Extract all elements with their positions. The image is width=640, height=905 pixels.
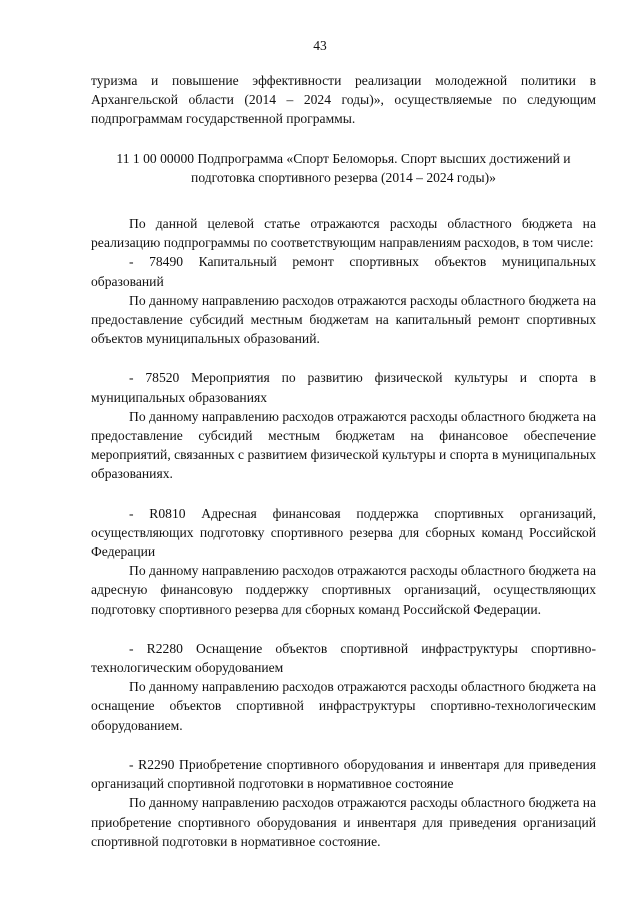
item-78490-description: По данному направлению расходов отражаются расходы областного бюджета на предоставление субсидий местным бюджетам на капитальный ремонт спортивных объектов муниципальных образований. xyxy=(91,292,596,347)
document-body xyxy=(91,71,596,851)
item-r0810-title: - R0810 Адресная финансовая поддержка спортивных организаций, осуществляющих подготовку спортивного резерва для сборных команд Российской Федерации xyxy=(91,505,596,560)
item-r2290-title: - R2290 Приобретение спортивного оборудования и инвентаря для приведения организаций спортивной подготовки в нормативное состояние xyxy=(91,756,596,792)
page-number: 43 xyxy=(313,38,327,53)
item-r0810-description: По данному направлению расходов отражаются расходы областного бюджета на адресную финансовую поддержку спортивных организаций, осуществляющих подготовку спортивного резерва для сборных команд Российской Федерации. xyxy=(91,563,596,617)
item-r2290-description: По данному направлению расходов отражаются расходы областного бюджета на приобретение спортивного оборудования и инвентаря для приведения организаций спортивной подготовки в нормативное состояние. xyxy=(91,795,596,849)
item-r2280-description: По данному направлению расходов отражаются расходы областного бюджета на оснащение объектов спортивной инфраструктуры спортивно-технологическим оборудованием. xyxy=(91,679,596,733)
item-78490-title: - 78490 Капитальный ремонт спортивных объектов муниципальных образований xyxy=(91,254,596,289)
item-78520-title: - 78520 Мероприятия по развитию физической культуры и спорта в муниципальных образованиях xyxy=(91,370,596,405)
lead-paragraph: По данной целевой статье отражаются расходы областного бюджета на реализацию подпрограммы по соответствующим направлениям расходов, в том числе: xyxy=(91,216,596,251)
subprogram-heading: 11 1 00 00000 Подпрограмма «Спорт Беломорья. Спорт высших достижений и подготовка спортивного резерва (2014 – 2024 годы)» xyxy=(116,150,571,185)
item-r2280-title: - R2280 Оснащение объектов спортивной инфраструктуры спортивно-технологическим оборудованием xyxy=(91,640,596,676)
intro-paragraph: туризма и повышение эффективности реализации молодежной политики в Архангельской области (2014 – 2024 годы)», осуществляемые по следующим подпрограммам государственной программы. xyxy=(91,73,596,127)
item-78520-description: По данному направлению расходов отражаются расходы областного бюджета на предоставление субсидий местным бюджетам на финансовое обеспечение мероприятий, связанных с развитием физической культуры и спорта в муниципальных образованиях. xyxy=(91,408,596,482)
